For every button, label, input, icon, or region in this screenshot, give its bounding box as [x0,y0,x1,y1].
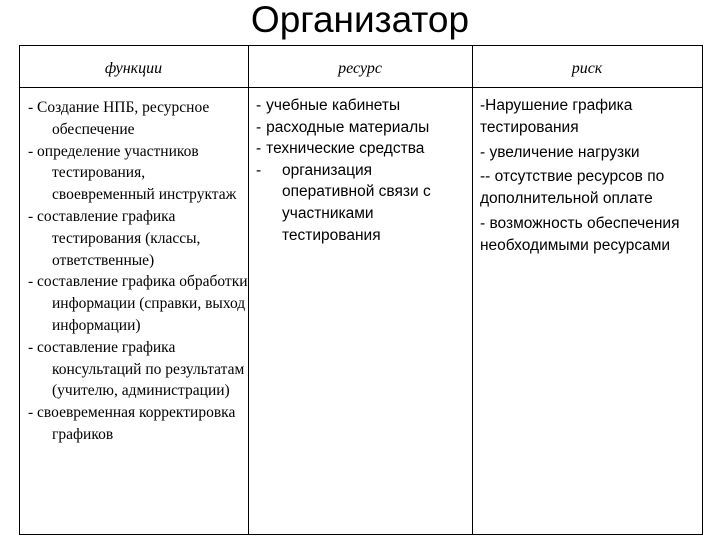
table-header-divider [19,87,703,88]
resource-text: расходные материалы [266,118,430,136]
function-item: - своевременная корректировка графиков [28,404,236,443]
resources-cell [256,95,466,246]
header-risk: риск [571,60,603,77]
resource-item [256,160,466,246]
table-column-divider-2 [472,45,473,535]
function-item: - составление графика обработки информации (справки, выход информации) [28,273,248,334]
resource-bullet: - [256,118,262,136]
function-item: - определение участников тестирования, своевременный инструктаж [28,142,237,204]
risk-item: -- отсутствие ресурсов по дополнительной оплате [480,168,665,208]
function-item: - составление графика консультаций по результатам (учителю, администрации) [28,338,245,400]
resource-bullet: - [256,97,262,114]
table-border-right [702,45,703,535]
resource-item [256,138,466,160]
table-border-top [19,45,703,46]
resource-text: учебные кабинеты [266,97,401,114]
resource-bullet: - [256,140,262,158]
header-resource: ресурс [338,60,382,77]
table-border-left [19,45,20,535]
risk-item: - увеличение нагрузки [480,143,640,161]
function-item: - составление графика тестирования (классы, ответственные) [28,207,201,269]
resource-text: технические средства [266,140,425,158]
risk-item: - возможность обеспечения необходимыми ресурсами [480,214,680,254]
table-border-bottom [19,534,703,535]
risk-item: -Нарушение графика тестирования [480,97,633,136]
header-functions: функции [104,60,163,77]
risks-cell [480,95,698,260]
resource-text: организация оперативной связи с участниками тестирования [282,161,431,244]
resource-item [256,95,466,117]
functions-cell [28,97,248,446]
table-column-divider-1 [248,45,249,535]
function-item: - Создание НПБ, ресурсное обеспечение [28,99,210,138]
resource-bullet: - [256,161,262,179]
resource-item [256,117,466,139]
slide-title: Организатор [250,0,470,40]
